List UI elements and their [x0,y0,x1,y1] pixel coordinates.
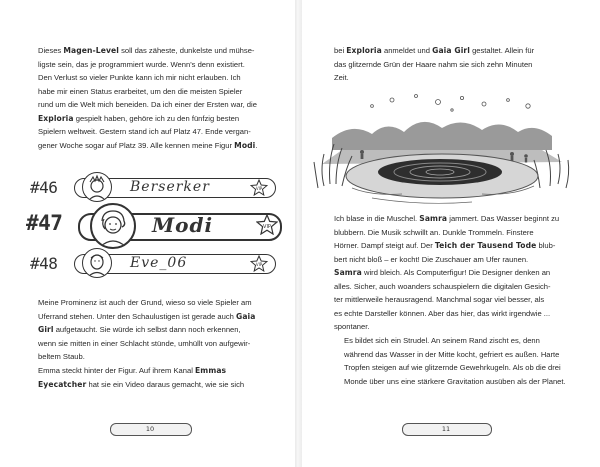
text-line: ter mittlerweile herausragend. Manchmal sogar viel besser, als [334,295,545,304]
text-line: ligste sein, das je programmiert wurde. Wenn's denn existiert. [38,59,245,69]
right-paragraph-1 [334,44,578,85]
text-line: Eyecatcher hat sie ein Video daraus gemacht, wie sie sich [38,379,245,389]
text-line: Dieses Magen-Level soll das zäheste, dunkelste und mühse- [38,46,255,55]
leaderboard-name: Modi [152,213,214,237]
svg-text:VIP: VIP [255,262,263,267]
text-line: wenn sie mitten in einer Schlacht stünde, umhüllt von aufgewir- [38,338,251,348]
text-line: gener Woche sogar auf Platz 39. Alle kennen meine Figur Modi. [38,140,258,150]
right-page [302,0,600,467]
text-line: spontaner. [334,322,370,331]
leaderboard-row-46 [30,174,282,202]
text-line: Monde über uns eine stärkere Gravitation ausüben als der Planet. [344,376,566,386]
leaderboard-name: Berserker [130,179,210,195]
text-line: Spielern weltweit. Gestern stand ich auf Platz 47. Ende vergan- [38,127,251,136]
vip-star-icon [256,214,278,235]
svg-text:VIP: VIP [255,186,263,191]
text-line: Girl aufgetaucht. Sie würde ich selbst dann noch erkennen, [38,325,241,334]
left-paragraph-3 [28,364,286,391]
page-number: 10 [145,425,155,433]
text-line: rund um die Welt mich beneiden. Da ich einer der Ersten war, die [38,100,257,109]
text-line: Hörner. Dampf steigt auf. Der Teich der Tausend Tode blub- [334,241,556,250]
left-paragraph-2 [28,296,286,364]
text-line: Tropfen steigen auf wie glitzernde Gewehrkugeln. Als ob die drei [344,363,561,372]
text-line: Zeit. [334,73,349,82]
text-line: Ich blase in die Muschel. Samra jammert. Das Wasser beginnt zu [334,214,560,223]
book-gutter [295,0,302,467]
vip-star-icon [250,255,268,272]
text-line: während das Wasser in der Mitte kocht, gefriert es außen. Harte [344,349,560,359]
text-line: Uferrand stehen. Unter den Schaulustigen ist gerade auch Gaia [38,311,256,321]
text-line: alles. Sicher, auch woanders schauspielern die digitalen Gesich- [334,281,551,291]
text-line: Emma steckt hinter der Figur. Auf ihrem Kanal Emmas [38,366,227,375]
left-paragraph-1 [28,44,286,152]
svg-text:VIP: VIP [263,224,271,230]
avatar-icon [82,248,112,278]
text-line: bert nicht bloß – er kocht! Die Zuschauer am Ufer raunen. [334,254,529,264]
text-line: bei Exploria anmeldet und Gaia Girl gestaltet. Allein für [334,46,535,55]
text-line: Es bildet sich ein Strudel. An seinem Rand zischt es, denn [344,336,540,345]
text-line: blubbern. Die Musik schwillt an. Dunkle Trommeln. Finstere [334,227,534,237]
leaderboard-rank: #48 [30,254,58,273]
avatar-icon [82,172,112,202]
text-line: es echte Darsteller können. Aber das hier, das wirkt irgendwie ... [334,308,551,318]
right-paragraph-3 [334,334,588,388]
left-page [0,0,295,467]
right-paragraph-2 [334,212,578,334]
leaderboard-rank: #47 [26,211,63,235]
leaderboard-name: Eve_06 [130,255,188,271]
vip-star-icon [250,179,268,196]
page-number: 11 [441,425,451,433]
text-line: Meine Prominenz ist auch der Grund, wieso so viele Spieler am [38,298,252,307]
avatar-icon [90,203,136,249]
text-line: das glitzernde Grün der Haare nahm sie sich zehn Minuten [334,59,533,69]
leaderboard-row-47 [26,205,282,249]
leaderboard-rank: #46 [30,178,58,197]
text-line: Den Verlust so vieler Punkte kann ich mir nicht erlauben. Ich [38,73,241,82]
text-line: beltem Staub. [38,352,85,361]
leaderboard-row-48 [30,250,282,278]
text-line: Exploria gespielt haben, gehöre ich zu den fünfzig besten [38,113,240,123]
pond-illustration [312,92,574,212]
text-line: habe mir einen Status erarbeitet, um den die meisten Spieler [38,86,243,96]
text-line: Samra wird bleich. Als Computerfigur! Die Designer denken an [334,268,551,277]
